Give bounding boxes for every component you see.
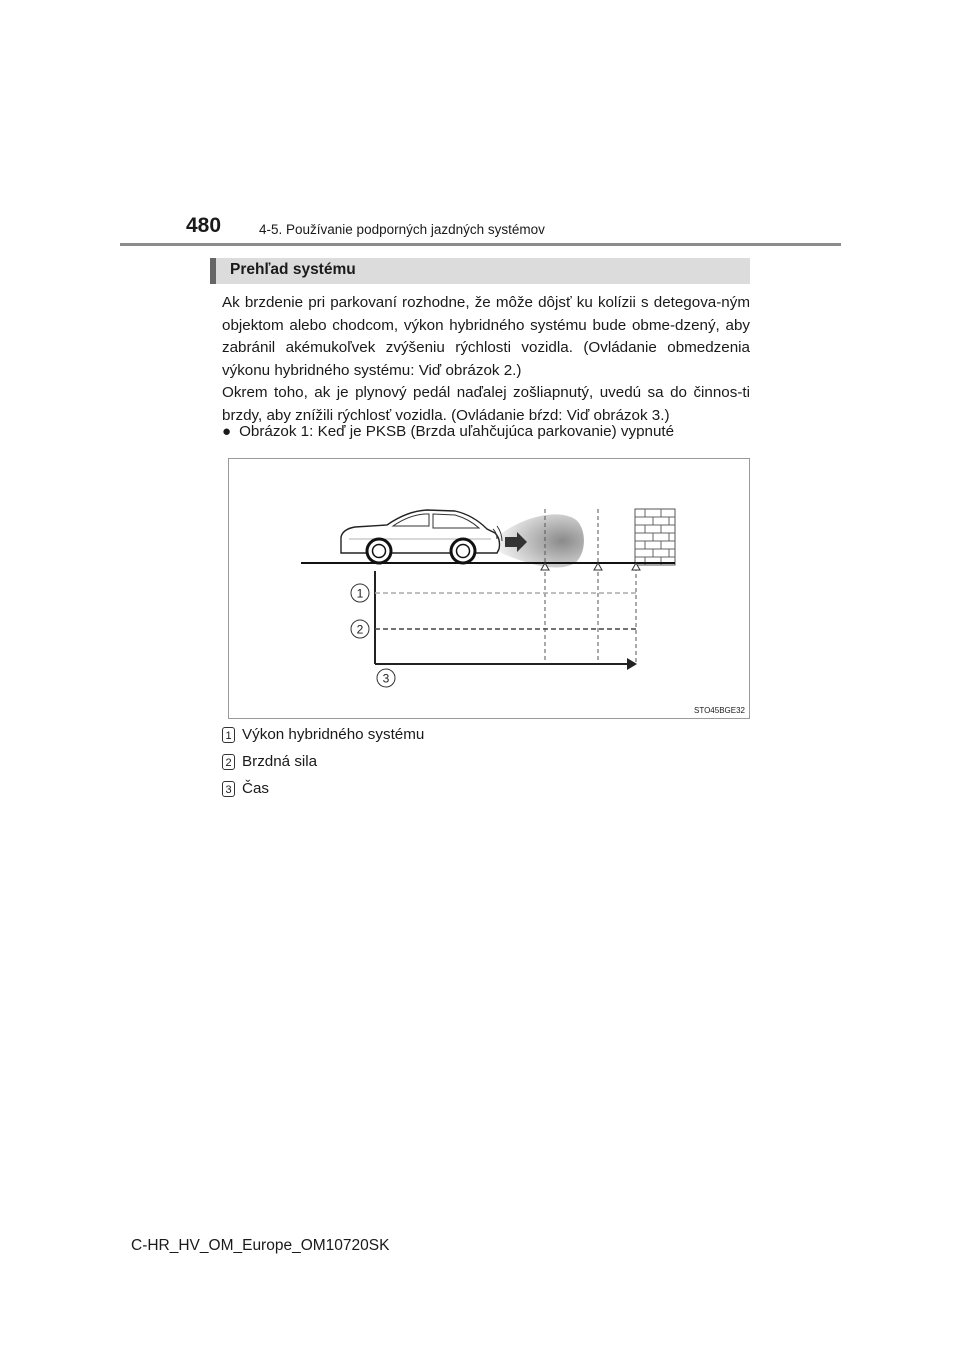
legend-label: Výkon hybridného systému bbox=[242, 726, 425, 743]
figure-code: STO45BGE32 bbox=[694, 706, 745, 715]
callout-1 bbox=[351, 584, 369, 602]
figure-caption: Obrázok 1: Keď je PKSB (Brzda uľahčujúca parkovanie) vypnuté bbox=[239, 423, 675, 440]
body-text bbox=[222, 292, 750, 427]
figure-illustration bbox=[228, 458, 750, 719]
callout-3 bbox=[377, 669, 395, 687]
figure-drawing bbox=[229, 459, 750, 719]
header-divider bbox=[120, 243, 841, 246]
section-title: Prehľad systému bbox=[230, 261, 356, 278]
legend-label: Brzdná sila bbox=[242, 753, 318, 770]
wall-icon bbox=[635, 509, 675, 565]
paragraph-1: Ak brzdenie pri parkovaní rozhodne, že môže dôjsť ku kolízii s detegova-ným objektom alebo chodcom, výkon hybridného systému bude obme-dzený, aby zabránil akémukoľvek zvýšeniu rýchlosti vozidla. (Ovládanie obmedzenia výkonu hybridného systému: Viď obrázok 2.) bbox=[222, 294, 750, 379]
chapter-title: 4-5. Používanie podporných jazdných systémov bbox=[259, 222, 545, 237]
section-heading-bar bbox=[210, 258, 750, 284]
legend-number-box: 3 bbox=[222, 781, 235, 797]
svg-text:1: 1 bbox=[356, 586, 364, 601]
car-icon bbox=[341, 510, 502, 563]
document-code: C-HR_HV_OM_Europe_OM10720SK bbox=[131, 1237, 390, 1254]
page-number: 480 bbox=[186, 214, 222, 237]
figure-caption-bullet bbox=[222, 423, 674, 440]
svg-text:3: 3 bbox=[382, 671, 390, 686]
callout-2 bbox=[351, 620, 369, 638]
bullet-icon: ● bbox=[222, 423, 232, 440]
legend-number-box: 1 bbox=[222, 727, 235, 743]
paragraph-2: Okrem toho, ak je plynový pedál naďalej zošliapnutý, uvedú sa do činnos-ti brzdy, aby znížili rýchlosť vozidla. (Ovládanie bŕzd: Viď obrázok 3.) bbox=[222, 384, 750, 424]
svg-text:2: 2 bbox=[356, 622, 364, 637]
legend-number-box: 2 bbox=[222, 754, 235, 770]
legend-label: Čas bbox=[242, 780, 270, 797]
